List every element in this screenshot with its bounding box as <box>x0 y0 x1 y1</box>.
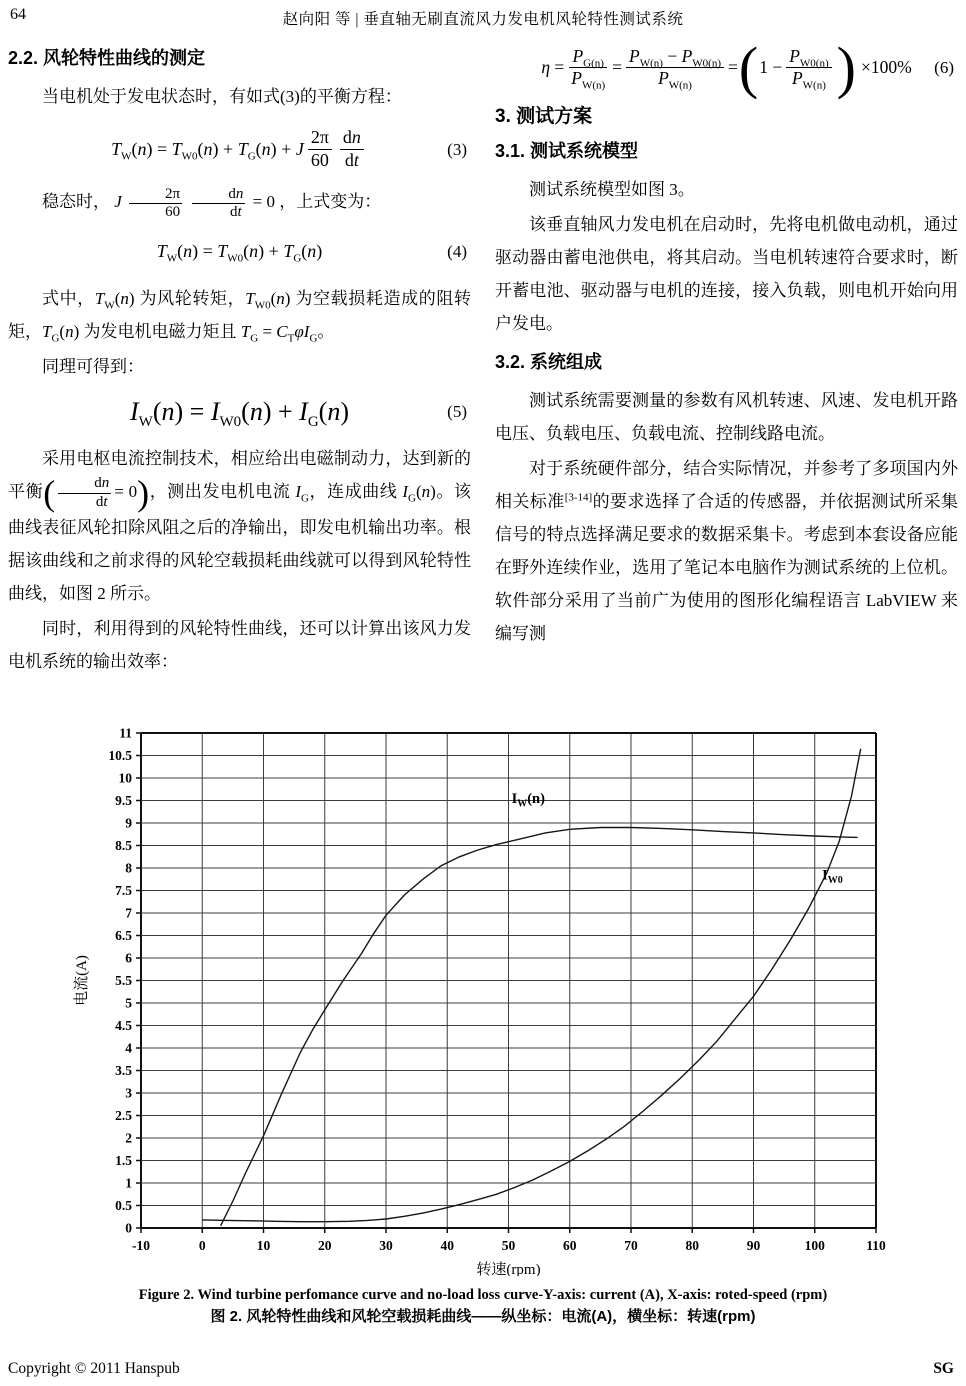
svg-text:5: 5 <box>125 995 132 1011</box>
svg-text:80: 80 <box>685 1238 699 1253</box>
paragraph: 该垂直轴风力发电机在启动时，先将电机做电动机，通过驱动器由蓄电池供电，将其启动。当电机转速符合要求时，断开蓄电池、驱动器与电机的连接，接入负载，则电机开始向用户发电。 <box>495 215 958 333</box>
svg-text:6.5: 6.5 <box>115 928 132 943</box>
curve-I_W0 <box>202 749 860 1222</box>
fraction: $\frac{dn}{dt}$ <box>192 186 245 222</box>
svg-text:9: 9 <box>125 815 132 831</box>
curve-label-I_W(n): $I_W(n)$ <box>511 790 545 810</box>
equation-5-body: $I_W(n) = I_{W0}(n) + I_G(n)$ <box>129 397 350 431</box>
svg-text:110: 110 <box>866 1238 886 1253</box>
svg-text:7: 7 <box>125 905 132 921</box>
equation-3 <box>8 127 471 171</box>
equation-4-body: $T_W(n) = T_{W0}(n) + T_G(n)$ <box>156 241 323 265</box>
equation-6: η = $\frac{P_{G(n)}}{P_{W(n)}}$ = $\frac{P_{W(n)} - P_{W0(n)}}{P_{W(n)}}$ = ( 1 − $\frac{P_{W0(n)}}{P_{W(n)}}$ ) ×100% (6) <box>541 34 954 100</box>
fraction: $\frac{dn}{dt}$ <box>58 475 111 511</box>
svg-text:2: 2 <box>125 1130 132 1146</box>
fraction: $\frac{dn}{dt}$ <box>340 127 364 171</box>
paragraph: 同时，利用得到的风轮特性曲线，还可以计算出该风力发电机系统的输出效率： <box>8 618 471 671</box>
svg-text:4.5: 4.5 <box>115 1018 132 1033</box>
equation-number-3: (3) <box>447 139 467 159</box>
paragraph: 当电机处于发电状态时，有如式(3)的平衡方程： <box>42 87 402 106</box>
section-heading-3-1: 3.1. 测试系统模型 <box>495 141 639 161</box>
svg-text:60: 60 <box>563 1238 577 1253</box>
svg-text:3: 3 <box>125 1085 132 1101</box>
parenthesized-term: ( 1 − $\frac{P_{W0(n)}}{P_{W(n)}}$ ) <box>738 34 856 100</box>
svg-text:100: 100 <box>804 1238 825 1253</box>
figure-caption-zh: 图 2. 风轮特性曲线和风轮空载损耗曲线——纵坐标：电流(A)，横坐标：转速(rpm) <box>210 1308 756 1325</box>
paragraph: 测试系统模型如图 3。 <box>529 180 695 199</box>
svg-text:8.5: 8.5 <box>115 838 132 853</box>
right-column <box>495 36 958 652</box>
svg-text:11: 11 <box>119 725 132 741</box>
svg-text:10: 10 <box>118 770 132 786</box>
svg-text:4: 4 <box>125 1040 132 1056</box>
section-heading-3: 3. 测试方案 <box>495 106 593 127</box>
svg-text:0.5: 0.5 <box>115 1198 132 1213</box>
svg-text:1: 1 <box>125 1175 132 1191</box>
equation-number-4: (4) <box>447 242 467 262</box>
fraction: $\frac{P_{G(n)}}{P_{W(n)}}$ <box>571 46 606 92</box>
svg-text:1.5: 1.5 <box>115 1153 132 1168</box>
journal-code: SG <box>933 1360 954 1377</box>
section-heading-3-2: 3.2. 系统组成 <box>495 352 603 372</box>
page-number: 64 <box>10 6 26 23</box>
section-heading-2-2: 2.2. 风轮特性曲线的测定 <box>8 48 206 68</box>
paragraph: 测试系统需要测量的参数有风机转速、风速、发电机开路电压、负载电压、负载电流、控制线路电流。 <box>495 391 958 443</box>
fraction: $\frac{2\pi}{60}$ <box>308 127 332 171</box>
svg-text:0: 0 <box>198 1238 206 1253</box>
figure-caption-en: Figure 2. Wind turbine perfomance curve and no-load loss curve-Y-axis: current (A), X-axis: roted-speed (rpm) <box>138 1287 828 1303</box>
svg-text:70: 70 <box>624 1238 638 1253</box>
equation-number-5: (5) <box>447 402 467 422</box>
figure2-chart <box>0 716 966 1276</box>
svg-text:20: 20 <box>318 1238 332 1253</box>
right-paren: ) <box>137 473 150 514</box>
svg-text:0: 0 <box>125 1220 132 1236</box>
curve-I_W(n) <box>221 828 858 1226</box>
equation-number-6: (6) <box>934 58 954 77</box>
journal-header-title: 赵向阳 等 | 垂直轴无刷直流风力发电机风轮特性测试系统 <box>282 11 684 28</box>
equation-3-body: $T_W(n) = T_{W0}(n) + T_G(n) + J$ <box>111 138 304 163</box>
svg-text:50: 50 <box>501 1238 516 1253</box>
svg-text:10: 10 <box>256 1238 271 1253</box>
svg-text:6: 6 <box>125 950 132 966</box>
copyright-text: Copyright © 2011 Hanspub <box>8 1360 180 1377</box>
svg-text:3.5: 3.5 <box>115 1063 132 1078</box>
figure-2 <box>0 716 966 1328</box>
equation-5 <box>8 395 471 431</box>
fraction: $\frac{P_{W(n)} - P_{W0(n)}}{P_{W(n)}}$ <box>626 46 724 89</box>
svg-text:40: 40 <box>440 1238 454 1253</box>
paragraph-steady-state: 稳态时， J $\frac{2\pi}{60}$ $\frac{dn}{dt}$ = 0 ，上式变为： <box>42 185 382 220</box>
fraction: $\frac{2\pi}{60}$ <box>129 186 182 222</box>
svg-text:7.5: 7.5 <box>115 883 132 898</box>
svg-text:90: 90 <box>746 1238 761 1253</box>
svg-text:10.5: 10.5 <box>108 748 132 763</box>
svg-text:2.5: 2.5 <box>115 1108 132 1123</box>
svg-text:8: 8 <box>125 860 132 876</box>
svg-text:-10: -10 <box>132 1238 150 1253</box>
svg-text:5.5: 5.5 <box>115 973 132 988</box>
x-axis-title: 转速(rpm) <box>476 1262 541 1276</box>
left-column <box>8 36 471 680</box>
svg-text:30: 30 <box>379 1238 393 1253</box>
left-paren: ( <box>43 473 56 514</box>
y-axis-title: 电流(A) <box>74 955 90 1006</box>
paragraph: 式中，$T_W(n)$ 为风轮转矩，$T_{W0}(n)$ 为空载损耗造成的阻转矩，$T_G(n)$ 为发电机电磁力矩且 $T_G = C_T\varphi I_G$。 <box>8 289 471 345</box>
fraction: $\frac{P_{W0(n)}}{P_{W(n)}}$ <box>786 46 831 89</box>
equation-4 <box>8 235 471 268</box>
paragraph: 同理可得到： <box>42 357 144 377</box>
paragraph-current-control: 采用电枢电流控制技术，相应给出电磁制动力，达到新的平衡( $\frac{dn}{dt}$ = 0)，测出发电机电流 $I_G$，连成曲线 $I_G(n)$。该曲线表征风轮扣除风阻之后的净输出，即发电机输出功率。根据该曲线和之前求得的风轮空载损耗曲线就可以得到风轮特性曲线，如图 2 所示。 <box>8 449 471 603</box>
paragraph: 对于系统硬件部分，结合实际情况，并参考了多项国内外相关标准[3-14]的要求选择了合适的传感器，并依据测试所采集信号的特点选择满足要求的数据采集卡。考虑到本套设备应能在野外连续作业，选用了笔记本电脑作为测试系统的上位机。软件部分采用了当前广为使用的图形化编程语言 LabVIEW 来编写测 <box>495 459 959 643</box>
svg-text:9.5: 9.5 <box>115 793 132 808</box>
curve-label-I_W0: $I_{W0}$ <box>822 867 843 886</box>
